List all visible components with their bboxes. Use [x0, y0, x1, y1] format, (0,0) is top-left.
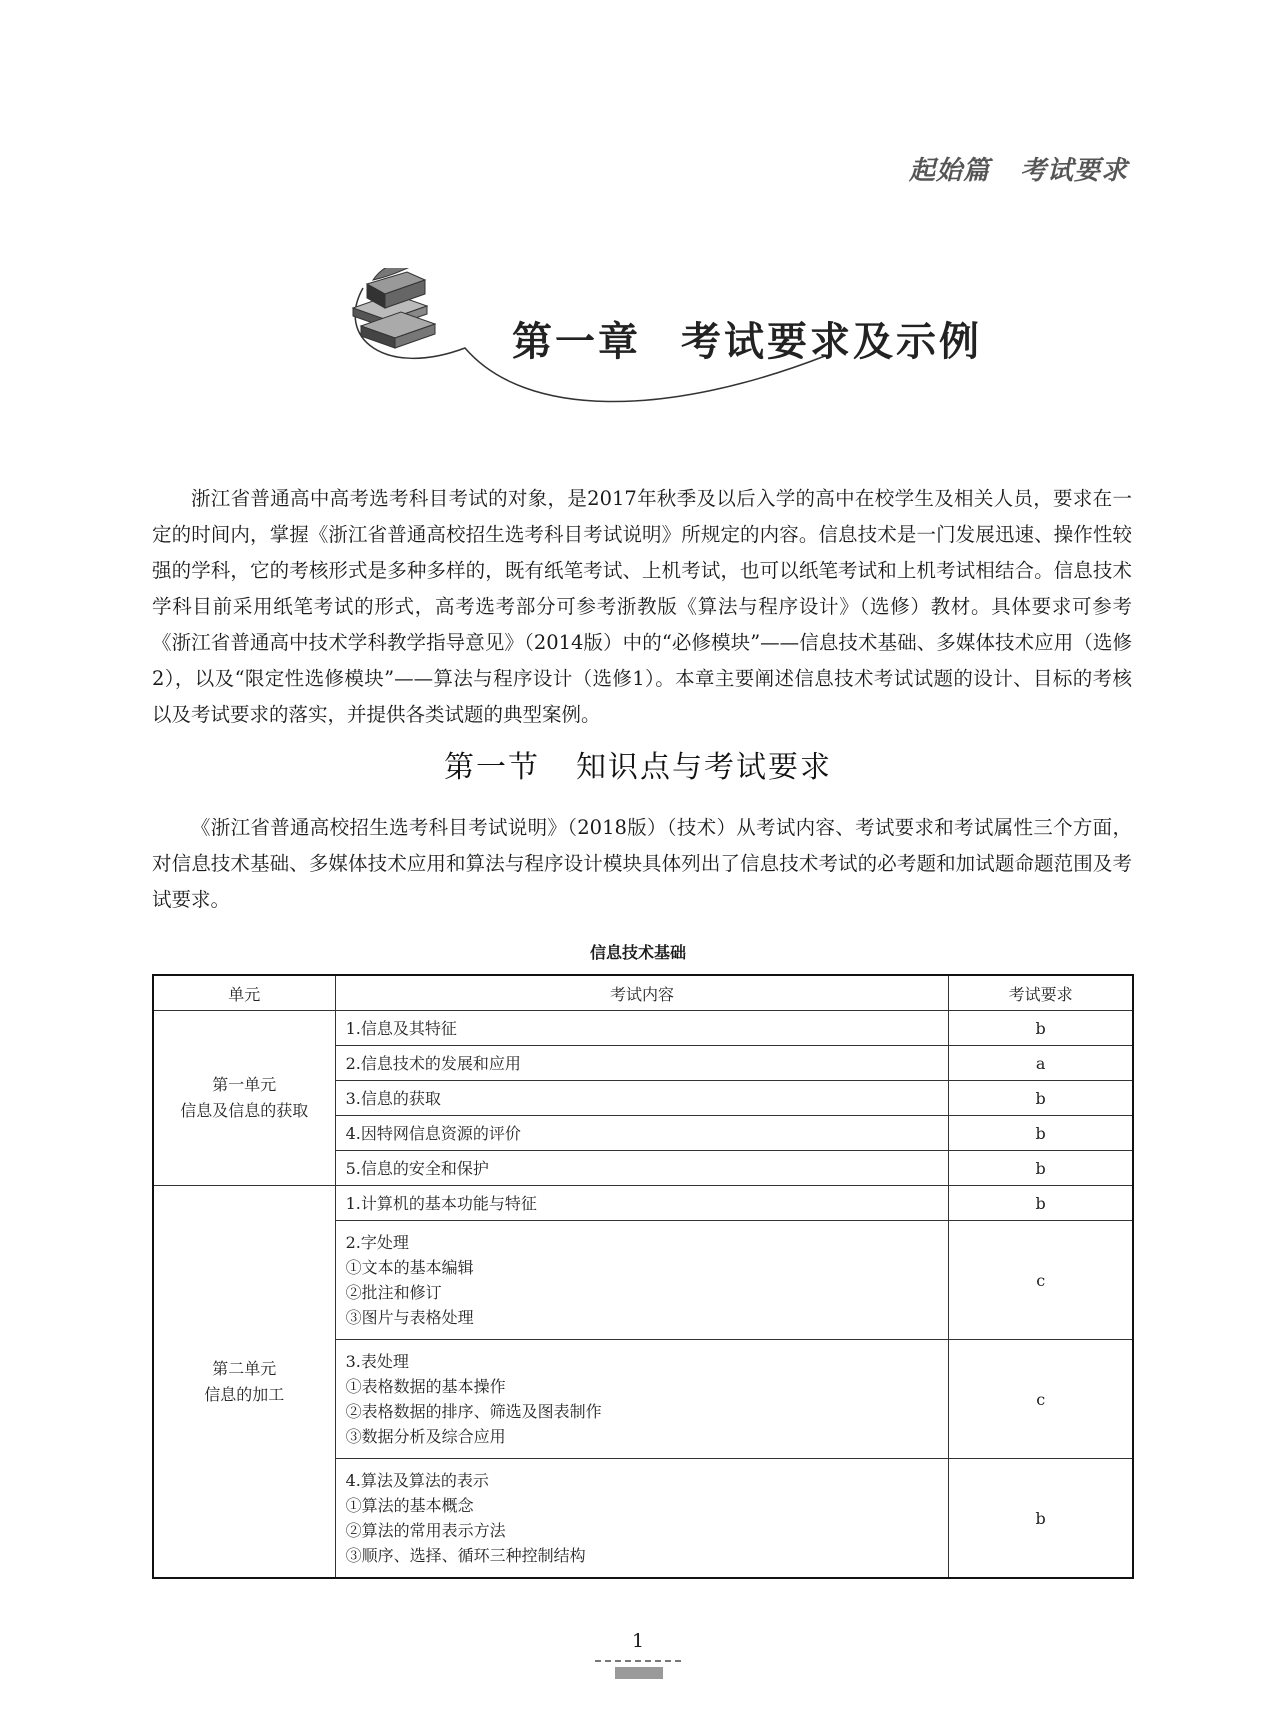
content-cell: 2.信息技术的发展和应用: [335, 1046, 949, 1081]
requirement-cell: b: [949, 1011, 1133, 1046]
unit-cell: [153, 1186, 335, 1579]
content-cell: [335, 1221, 949, 1340]
books-icon: [353, 272, 435, 348]
requirement-cell: b: [949, 1081, 1133, 1116]
exam-requirements-table: [152, 974, 1134, 1579]
table-header-row: [153, 975, 1133, 1011]
header-requirement: 考试要求: [949, 975, 1133, 1011]
content-cell: 1.信息及其特征: [335, 1011, 949, 1046]
header-unit: 单元: [153, 975, 335, 1011]
requirement-cell: c: [949, 1221, 1133, 1340]
content-item: ②批注和修订: [345, 1283, 442, 1302]
table-row: [153, 1011, 1133, 1046]
chapter-name: 考试要求及示例: [681, 319, 982, 365]
section-name: 知识点与考试要求: [576, 750, 832, 785]
running-header: [909, 150, 1128, 187]
footer-bar: [615, 1667, 663, 1679]
content-title: 3.表处理: [345, 1352, 409, 1371]
content-item: ③数据分析及综合应用: [345, 1427, 506, 1446]
content-title: 2.字处理: [345, 1233, 409, 1252]
unit-subtitle: 信息的加工: [204, 1384, 285, 1404]
content-item: ②表格数据的排序、筛选及图表制作: [345, 1402, 602, 1421]
content-cell: [335, 1459, 949, 1579]
content-cell: 5.信息的安全和保护: [335, 1151, 949, 1186]
intro-paragraph: 浙江省普通高中高考选考科目考试的对象，是2017年秋季及以后入学的高中在校学生及相关人员，要求在一定的时间内，掌握《浙江省普通高校招生选考科目考试说明》所规定的内容。信息技术是一门发展迅速、操作性较强的学科，它的考核形式是多种多样的，既有纸笔考试、上机考试，也可以纸笔考试和上机考试相结合。信息技术学科目前采用纸笔考试的形式，高考选考部分可参考浙教版《算法与程序设计》（选修）教材。具体要求可参考《浙江省普通高中技术学科教学指导意见》（2014版）中的“必修模块”——信息技术基础、多媒体技术应用（选修2），以及“限定性选修模块”——算法与程序设计（选修1）。本章主要阐述信息技术考试试题的设计、目标的考核以及考试要求的落实，并提供各类试题的典型案例。: [152, 487, 1132, 726]
section-paragraph: 《浙江省普通高校招生选考科目考试说明》（2018版）（技术）从考试内容、考试要求和考试属性三个方面，对信息技术基础、多媒体技术应用和算法与程序设计模块具体列出了信息技术考试的必考题和加试题命题范围及考试要求。: [152, 816, 1132, 911]
content-title: 4.算法及算法的表示: [345, 1471, 489, 1490]
content-item: ③顺序、选择、循环三种控制结构: [345, 1546, 586, 1565]
requirement-cell: a: [949, 1046, 1133, 1081]
unit-subtitle: 信息及信息的获取: [180, 1101, 309, 1120]
content-cell: [335, 1340, 949, 1459]
content-item: ①表格数据的基本操作: [345, 1377, 506, 1396]
chapter-title: [512, 310, 982, 367]
requirement-cell: b: [949, 1459, 1133, 1579]
unit-name: 第一单元: [212, 1075, 277, 1094]
header-content: 考试内容: [335, 975, 949, 1011]
table-caption: 信息技术基础: [589, 943, 686, 962]
content-cell: 3.信息的获取: [335, 1081, 949, 1116]
table-row: [153, 1186, 1133, 1221]
footer-divider: [595, 1660, 681, 1662]
page-number: 1: [631, 1630, 645, 1652]
requirement-cell: b: [949, 1186, 1133, 1221]
content-item: ③图片与表格处理: [345, 1308, 474, 1327]
header-topic: 考试要求: [1019, 156, 1128, 186]
unit-name: 第二单元: [212, 1358, 277, 1378]
content-cell: 4.因特网信息资源的评价: [335, 1116, 949, 1151]
content-item: ①算法的基本概念: [345, 1496, 474, 1515]
requirement-cell: c: [949, 1340, 1133, 1459]
header-part: 起始篇: [908, 156, 990, 186]
unit-cell: [153, 1011, 335, 1186]
section-title: [0, 742, 1276, 786]
content-item: ②算法的常用表示方法: [345, 1521, 506, 1540]
content-cell: 1.计算机的基本功能与特征: [335, 1186, 949, 1221]
requirement-cell: b: [949, 1151, 1133, 1186]
chapter-number: 第一章: [512, 319, 641, 365]
content-item: ①文本的基本编辑: [345, 1258, 474, 1277]
section-number: 第一节: [444, 750, 540, 785]
requirement-cell: b: [949, 1116, 1133, 1151]
